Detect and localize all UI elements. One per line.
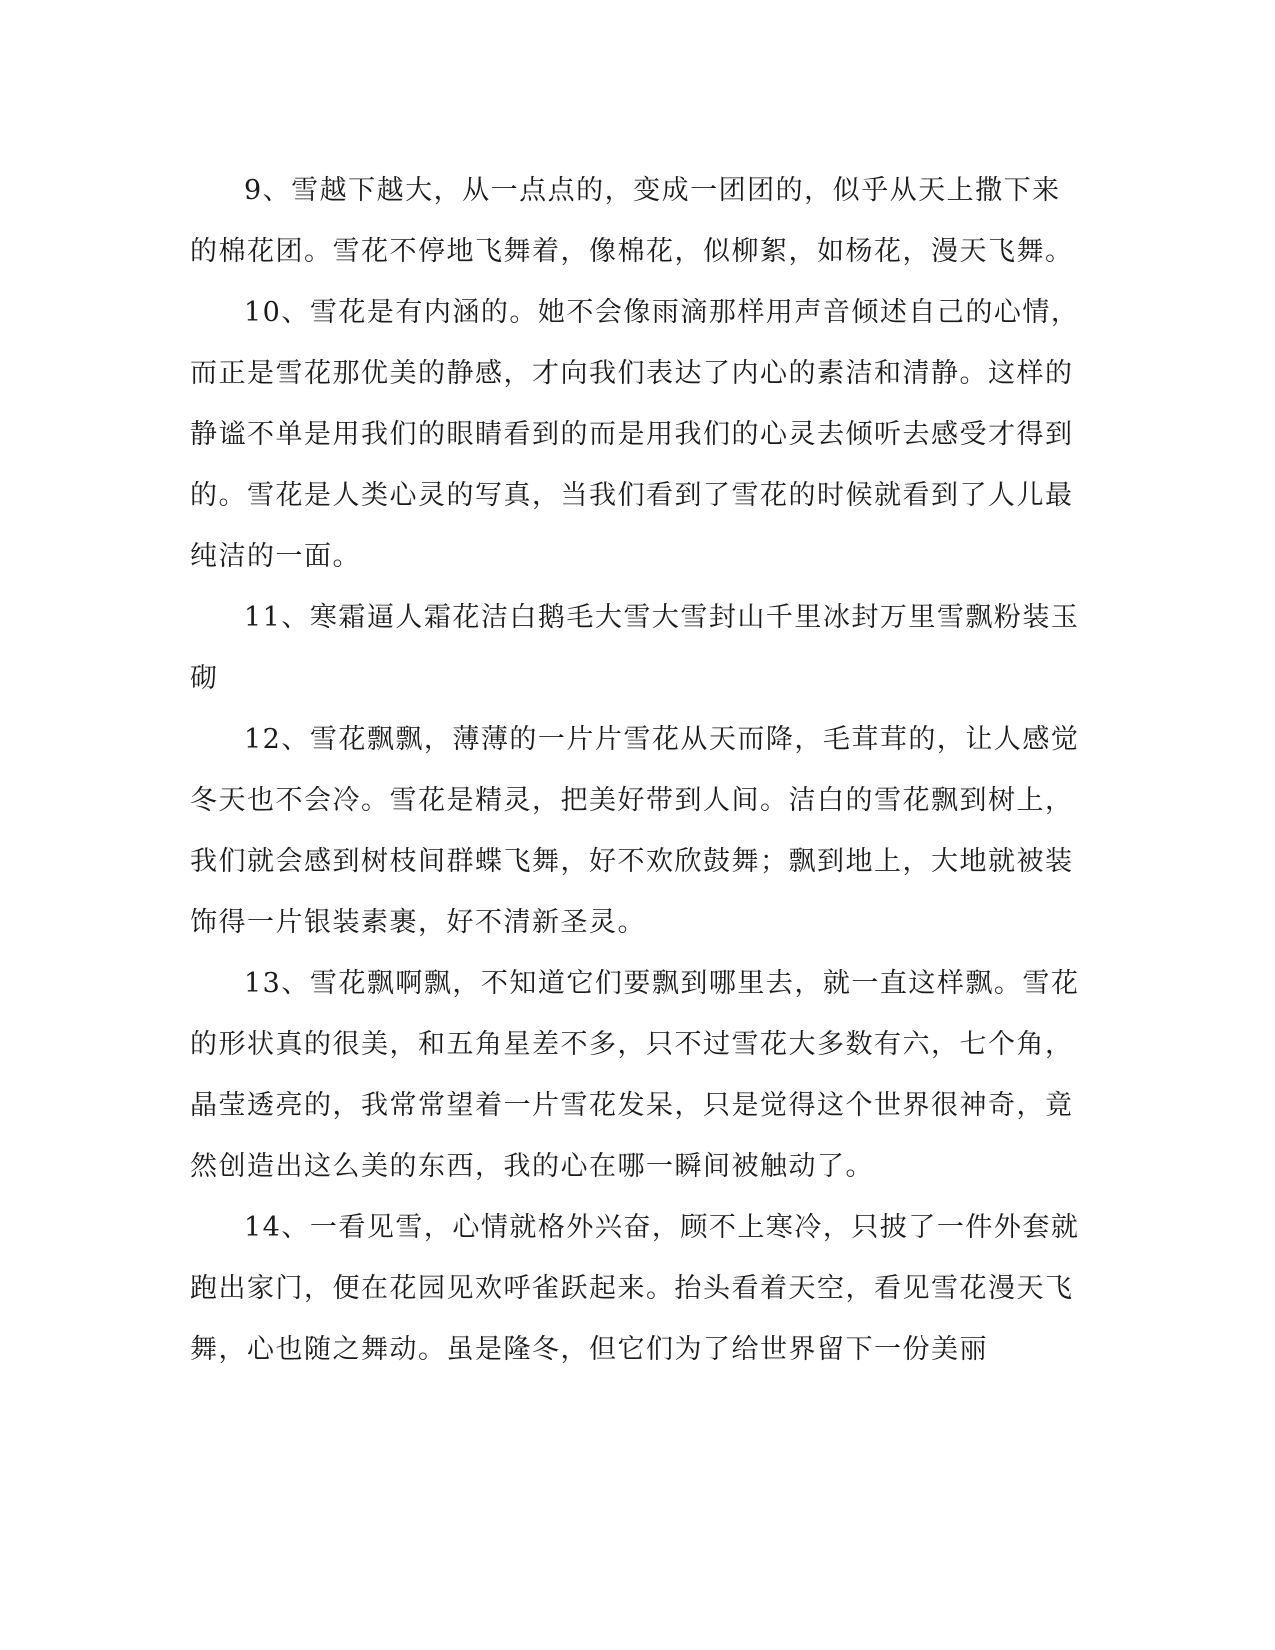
paragraph-13: 13、雪花飘啊飘，不知道它们要飘到哪里去，就一直这样飘。雪花的形状真的很美，和五角星差不多，只不过雪花大多数有六，七个角，晶莹透亮的，我常常望着一片雪花发呆，只是觉得这个世界很神奇，竟然创造出这么美的东西，我的心在哪一瞬间被触动了。: [190, 968, 1080, 1182]
paragraph-10: 10、雪花是有内涵的。她不会像雨滴那样用声音倾述自己的心情，而正是雪花那优美的静感，才向我们表达了内心的素洁和清静。这样的静谧不单是用我们的眼睛看到的而是用我们的心灵去倾听去感受才得到的。雪花是人类心灵的写真，当我们看到了雪花的时候就看到了人儿最纯洁的一面。: [190, 297, 1080, 572]
paragraph-12: 12、雪花飘飘，薄薄的一片片雪花从天而降，毛茸茸的，让人感觉冬天也不会冷。雪花是精灵，把美好带到人间。洁白的雪花飘到树上，我们就会感到树枝间群蝶飞舞，好不欢欣鼓舞；飘到地上，大地就被装饰得一片银装素裹，好不清新圣灵。: [190, 724, 1080, 938]
paragraph-11: 11、寒霜逼人霜花洁白鹅毛大雪大雪封山千里冰封万里雪飘粉装玉砌: [190, 602, 1080, 694]
document-body: [190, 160, 1080, 1380]
paragraph-9: 9、雪越下越大，从一点点的，变成一团团的，似乎从天上撒下来的棉花团。雪花不停地飞舞着，像棉花，似柳絮，如杨花，漫天飞舞。: [190, 175, 1074, 267]
paragraph-14: 14、一看见雪，心情就格外兴奋，顾不上寒冷，只披了一件外套就跑出家门，便在花园见欢呼雀跃起来。抬头看着天空，看见雪花漫天飞舞，心也随之舞动。虽是隆冬，但它们为了给世界留下一份美丽: [190, 1212, 1080, 1365]
